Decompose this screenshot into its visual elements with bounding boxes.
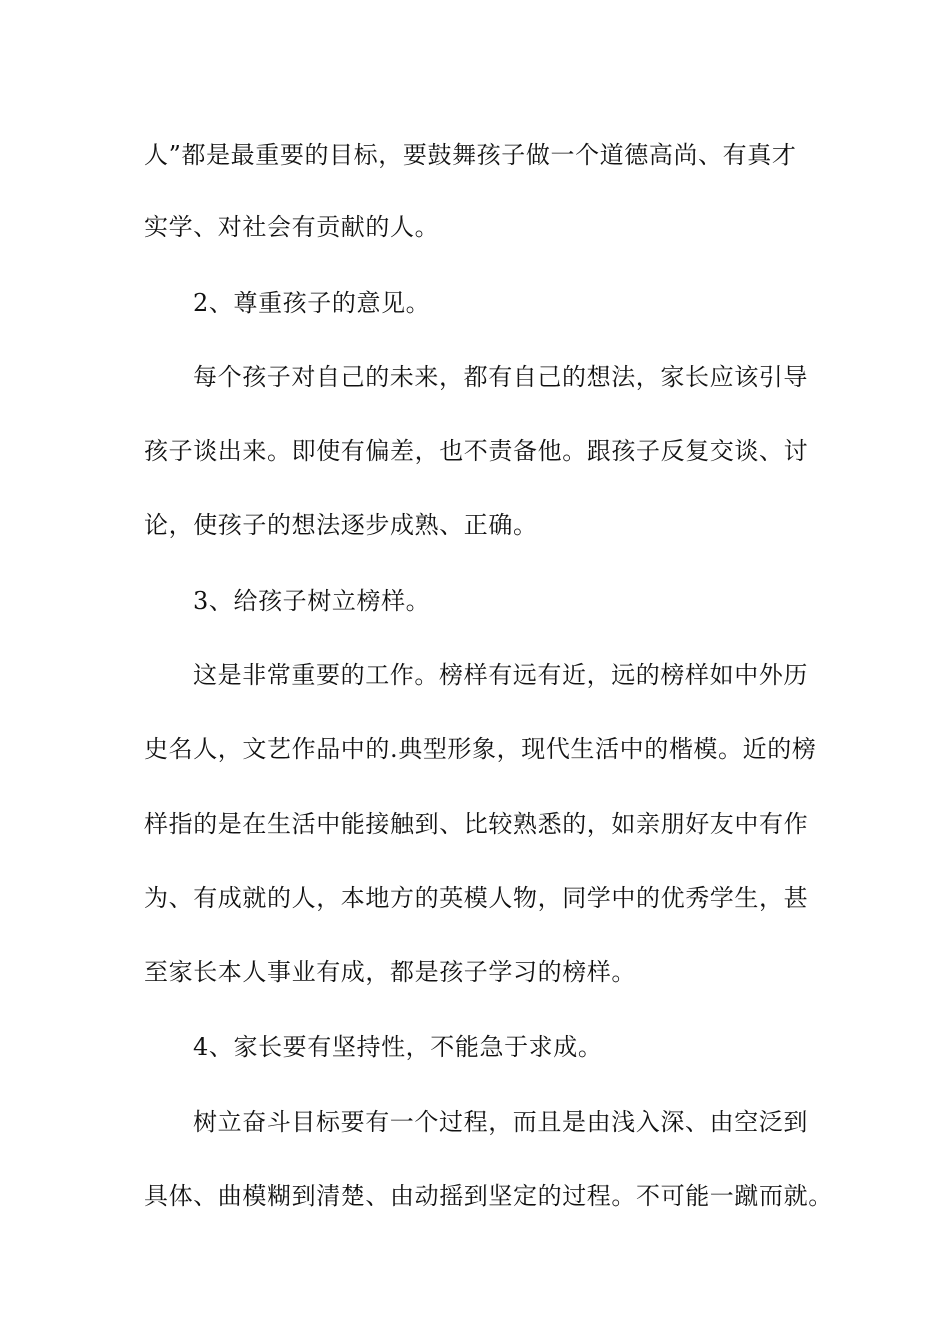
paragraph-line: 至家长本人事业有成，都是孩子学习的榜样。: [144, 958, 636, 986]
paragraph-line: 孩子谈出来。即使有偏差，也不责备他。跟孩子反复交谈、讨: [144, 437, 809, 465]
paragraph-line: 这是非常重要的工作。榜样有远有近，远的榜样如中外历: [193, 661, 808, 689]
paragraph-line: 史名人，文艺作品中的.典型形象，现代生活中的楷模。近的榜: [144, 735, 817, 763]
paragraph-line: 人”都是最重要的目标，要鼓舞孩子做一个道德高尚、有真才: [144, 141, 797, 169]
paragraph-line: 实学、对社会有贡献的人。: [144, 213, 440, 241]
paragraph-line: 树立奋斗目标要有一个过程，而且是由浅入深、由空泛到: [193, 1108, 808, 1136]
paragraph-line: 论，使孩子的想法逐步成熟、正确。: [144, 511, 538, 539]
section-heading: 4、家长要有坚持性，不能急于求成。: [193, 1033, 603, 1061]
section-heading: 3、给孩子树立榜样。: [193, 587, 431, 615]
paragraph-line: 每个孩子对自己的未来，都有自己的想法，家长应该引导: [193, 363, 808, 391]
paragraph-line: 样指的是在生活中能接触到、比较熟悉的，如亲朋好友中有作: [144, 810, 809, 838]
section-heading: 2、尊重孩子的意见。: [193, 289, 431, 317]
paragraph-line: 为、有成就的人，本地方的英模人物，同学中的优秀学生，甚: [144, 884, 809, 912]
paragraph-line: 具体、曲模糊到清楚、由动摇到坚定的过程。不可能一蹴而就。: [144, 1182, 833, 1210]
